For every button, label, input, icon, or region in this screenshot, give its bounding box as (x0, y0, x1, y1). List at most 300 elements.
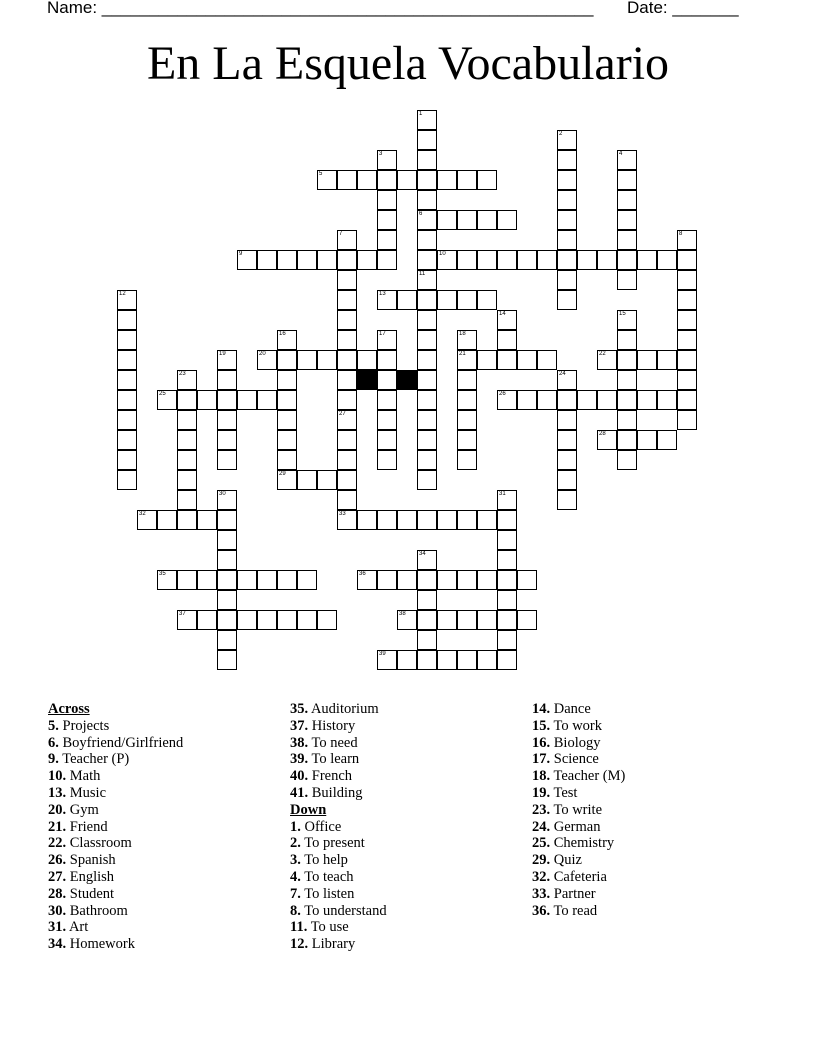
grid-cell[interactable] (517, 570, 537, 590)
grid-cell[interactable] (417, 650, 437, 670)
grid-cell[interactable] (277, 610, 297, 630)
grid-cell[interactable] (277, 450, 297, 470)
grid-cell[interactable] (337, 290, 357, 310)
grid-cell[interactable] (337, 390, 357, 410)
grid-cell[interactable] (437, 510, 457, 530)
grid-cell[interactable] (417, 590, 437, 610)
grid-cell[interactable] (337, 330, 357, 350)
grid-cell[interactable] (337, 250, 357, 270)
grid-cell[interactable] (457, 650, 477, 670)
grid-cell[interactable] (217, 430, 237, 450)
grid-cell[interactable] (657, 430, 677, 450)
grid-cell[interactable] (537, 350, 557, 370)
grid-cell[interactable] (357, 570, 377, 590)
grid-cell[interactable] (377, 330, 397, 350)
grid-cell[interactable] (417, 370, 437, 390)
clue-item-text: Art (66, 919, 89, 936)
grid-cell[interactable] (557, 410, 577, 430)
clue-section-heading: Across (48, 701, 90, 717)
grid-cell[interactable] (337, 270, 357, 290)
clue-column-3 (532, 701, 762, 919)
grid-cell[interactable] (117, 350, 137, 370)
clue-item-text: Classroom (66, 835, 132, 852)
grid-cell[interactable] (477, 350, 497, 370)
grid-cell[interactable] (637, 430, 657, 450)
grid-cell[interactable] (217, 410, 237, 430)
date-field-label[interactable]: Date: _______ (627, 0, 739, 17)
grid-cell[interactable] (477, 290, 497, 310)
clue-column-2 (290, 701, 520, 953)
grid-cell[interactable] (237, 610, 257, 630)
grid-cell[interactable] (377, 650, 397, 670)
grid-cell[interactable] (497, 310, 517, 330)
grid-cell[interactable] (497, 350, 517, 370)
grid-cell[interactable] (437, 650, 457, 670)
grid-cell[interactable] (417, 430, 437, 450)
grid-cell[interactable] (217, 630, 237, 650)
grid-cell[interactable] (677, 230, 697, 250)
grid-cell[interactable] (377, 450, 397, 470)
grid-cell[interactable] (257, 250, 277, 270)
clue-item-text: Gym (66, 801, 99, 818)
clue-item-text: Office (300, 818, 342, 835)
grid-cell[interactable] (457, 170, 477, 190)
grid-cell[interactable] (117, 430, 137, 450)
grid-cell[interactable] (517, 250, 537, 270)
grid-cell[interactable] (617, 350, 637, 370)
grid-cell[interactable] (297, 570, 317, 590)
clue-item (48, 751, 278, 768)
grid-cell[interactable] (217, 350, 237, 370)
clue-item-number: 29. (532, 852, 551, 869)
grid-cell[interactable] (677, 390, 697, 410)
grid-cell[interactable] (377, 430, 397, 450)
grid-cell[interactable] (357, 510, 377, 530)
grid-cell[interactable] (457, 390, 477, 410)
grid-cell[interactable] (417, 290, 437, 310)
grid-cell[interactable] (117, 410, 137, 430)
grid-cell[interactable] (677, 370, 697, 390)
grid-cell[interactable] (457, 350, 477, 370)
grid-cell[interactable] (677, 310, 697, 330)
grid-cell[interactable] (417, 110, 437, 130)
grid-cell[interactable] (277, 470, 297, 490)
grid-cell[interactable] (377, 390, 397, 410)
grid-cell[interactable] (277, 430, 297, 450)
grid-cell[interactable] (317, 350, 337, 370)
grid-cell[interactable] (117, 330, 137, 350)
grid-cell[interactable] (677, 250, 697, 270)
grid-cell[interactable] (377, 190, 397, 210)
grid-cell[interactable] (477, 570, 497, 590)
grid-cell[interactable] (517, 350, 537, 370)
grid-cell[interactable] (417, 570, 437, 590)
grid-cell[interactable] (457, 570, 477, 590)
grid-cell[interactable] (437, 210, 457, 230)
grid-cell[interactable] (457, 430, 477, 450)
grid-cell[interactable] (177, 470, 197, 490)
grid-cell[interactable] (657, 390, 677, 410)
grid-cell[interactable] (537, 390, 557, 410)
grid-cell[interactable] (237, 250, 257, 270)
grid-cell[interactable] (417, 630, 437, 650)
grid-cell[interactable] (277, 370, 297, 390)
grid-cell[interactable] (337, 230, 357, 250)
grid-cell[interactable] (417, 510, 437, 530)
grid-cell[interactable] (657, 250, 677, 270)
grid-cell[interactable] (377, 150, 397, 170)
grid-cell[interactable] (217, 530, 237, 550)
grid-cell[interactable] (557, 170, 577, 190)
clue-item-text: Auditorium (308, 701, 379, 717)
grid-cell[interactable] (517, 610, 537, 630)
grid-cell[interactable] (317, 170, 337, 190)
grid-cell[interactable] (457, 330, 477, 350)
grid-cell[interactable] (417, 390, 437, 410)
clue-number: 6 (419, 211, 423, 217)
grid-cell[interactable] (217, 650, 237, 670)
grid-cell[interactable] (417, 230, 437, 250)
grid-cell[interactable] (557, 270, 577, 290)
grid-cell[interactable] (617, 310, 637, 330)
grid-cell[interactable] (497, 210, 517, 230)
grid-cell[interactable] (557, 230, 577, 250)
grid-cell[interactable] (417, 130, 437, 150)
grid-cell[interactable] (337, 490, 357, 510)
grid-cell[interactable] (397, 170, 417, 190)
clue-item (532, 735, 762, 752)
grid-cell[interactable] (177, 490, 197, 510)
grid-cell[interactable] (217, 490, 237, 510)
clue-item-text: To read (550, 902, 598, 919)
grid-cell[interactable] (197, 390, 217, 410)
grid-cell[interactable] (417, 470, 437, 490)
grid-cell[interactable] (557, 290, 577, 310)
grid-cell[interactable] (197, 570, 217, 590)
clue-item-text: Spanish (66, 852, 116, 869)
grid-cell[interactable] (457, 410, 477, 430)
clue-item-text: Cafeteria (550, 868, 607, 885)
grid-cell[interactable] (177, 450, 197, 470)
clue-item (532, 785, 762, 802)
grid-cell[interactable] (677, 350, 697, 370)
clue-item-text: To present (300, 835, 365, 852)
grid-cell[interactable] (497, 630, 517, 650)
grid-cell[interactable] (677, 290, 697, 310)
grid-cell[interactable] (617, 270, 637, 290)
grid-cell[interactable] (277, 250, 297, 270)
grid-cell[interactable] (617, 150, 637, 170)
grid-cell[interactable] (357, 170, 377, 190)
clue-item (532, 768, 762, 785)
grid-cell[interactable] (617, 230, 637, 250)
clue-item-text: Boyfriend/Girlfriend (58, 734, 184, 751)
grid-cell[interactable] (457, 210, 477, 230)
grid-cell[interactable] (417, 210, 437, 230)
grid-cell[interactable] (177, 570, 197, 590)
grid-cell[interactable] (177, 370, 197, 390)
grid-cell[interactable] (157, 570, 177, 590)
grid-cell[interactable] (217, 510, 237, 530)
grid-cell[interactable] (157, 390, 177, 410)
clue-number: 17 (379, 331, 386, 337)
grid-cell[interactable] (237, 570, 257, 590)
grid-cell[interactable] (277, 350, 297, 370)
grid-cell[interactable] (517, 390, 537, 410)
grid-cell[interactable] (337, 430, 357, 450)
grid-cell[interactable] (597, 350, 617, 370)
grid-cell[interactable] (637, 350, 657, 370)
grid-cell[interactable] (237, 390, 257, 410)
clue-item (48, 835, 278, 852)
grid-cell[interactable] (497, 570, 517, 590)
grid-cell[interactable] (397, 510, 417, 530)
grid-cell[interactable] (277, 390, 297, 410)
grid-cell[interactable] (617, 370, 637, 390)
grid-cell[interactable] (457, 510, 477, 530)
grid-cell[interactable] (417, 270, 437, 290)
grid-cell[interactable] (397, 570, 417, 590)
grid-cell[interactable] (497, 390, 517, 410)
grid-cell[interactable] (477, 250, 497, 270)
grid-cell[interactable] (317, 470, 337, 490)
grid-cell[interactable] (117, 290, 137, 310)
grid-cell[interactable] (177, 610, 197, 630)
clue-item-number: 26. (48, 852, 67, 869)
clue-number: 24 (559, 371, 566, 377)
grid-cell[interactable] (377, 230, 397, 250)
grid-cell[interactable] (557, 450, 577, 470)
grid-cell[interactable] (477, 610, 497, 630)
clue-item-text: Biology (550, 734, 601, 751)
grid-cell[interactable] (337, 470, 357, 490)
grid-cell[interactable] (257, 350, 277, 370)
grid-cell[interactable] (617, 410, 637, 430)
grid-cell[interactable] (317, 610, 337, 630)
grid-cell[interactable] (617, 170, 637, 190)
grid-cell[interactable] (377, 370, 397, 390)
grid-cell[interactable] (677, 330, 697, 350)
clue-item (48, 785, 278, 802)
grid-cell[interactable] (597, 430, 617, 450)
grid-cell[interactable] (637, 250, 657, 270)
grid-cell[interactable] (297, 610, 317, 630)
grid-cell[interactable] (157, 510, 177, 530)
grid-cell[interactable] (357, 350, 377, 370)
grid-cell[interactable] (257, 570, 277, 590)
grid-cell[interactable] (677, 270, 697, 290)
grid-cell[interactable] (297, 350, 317, 370)
clue-item-number: 38. (290, 734, 309, 751)
grid-cell[interactable] (217, 570, 237, 590)
grid-cell[interactable] (397, 290, 417, 310)
grid-cell[interactable] (457, 250, 477, 270)
grid-cell[interactable] (597, 250, 617, 270)
grid-cell[interactable] (417, 150, 437, 170)
grid-cell[interactable] (657, 350, 677, 370)
clue-item-number: 35. (290, 701, 309, 717)
grid-cell[interactable] (457, 290, 477, 310)
grid-cell[interactable] (437, 570, 457, 590)
grid-cell[interactable] (117, 390, 137, 410)
grid-cell[interactable] (417, 350, 437, 370)
grid-cell[interactable] (397, 610, 417, 630)
grid-cell[interactable] (557, 390, 577, 410)
grid-cell[interactable] (177, 410, 197, 430)
grid-cell[interactable] (397, 650, 417, 670)
grid-cell[interactable] (497, 250, 517, 270)
grid-cell[interactable] (217, 590, 237, 610)
clue-item-number: 5. (48, 717, 59, 734)
grid-cell[interactable] (377, 290, 397, 310)
grid-cell[interactable] (617, 250, 637, 270)
grid-cell[interactable] (297, 250, 317, 270)
grid-cell[interactable] (457, 450, 477, 470)
grid-cell[interactable] (217, 390, 237, 410)
clue-item-number: 14. (532, 701, 551, 717)
clue-item (532, 852, 762, 869)
grid-cell[interactable] (557, 190, 577, 210)
grid-cell[interactable] (297, 470, 317, 490)
clue-number: 37 (179, 611, 186, 617)
grid-cell[interactable] (337, 510, 357, 530)
grid-cell[interactable] (377, 570, 397, 590)
clue-number: 36 (359, 571, 366, 577)
grid-cell[interactable] (557, 490, 577, 510)
grid-cell[interactable] (337, 350, 357, 370)
clue-item-text: History (308, 717, 356, 734)
grid-cell[interactable] (497, 510, 517, 530)
grid-cell[interactable] (417, 330, 437, 350)
clue-item-text: Partner (550, 885, 596, 902)
grid-cell[interactable] (437, 610, 457, 630)
grid-cell[interactable] (377, 350, 397, 370)
grid-cell[interactable] (537, 250, 557, 270)
clue-number: 9 (239, 251, 243, 257)
grid-cell[interactable] (277, 330, 297, 350)
grid-cell[interactable] (197, 510, 217, 530)
grid-cell[interactable] (137, 510, 157, 530)
grid-cell[interactable] (117, 370, 137, 390)
grid-cell[interactable] (337, 170, 357, 190)
grid-cell[interactable] (477, 170, 497, 190)
clue-item-text: To understand (300, 902, 387, 919)
grid-cell[interactable] (477, 650, 497, 670)
grid-cell[interactable] (617, 330, 637, 350)
grid-cell[interactable] (337, 410, 357, 430)
grid-cell[interactable] (577, 390, 597, 410)
grid-cell[interactable] (497, 590, 517, 610)
grid-cell[interactable] (417, 250, 437, 270)
grid-cell[interactable] (177, 390, 197, 410)
grid-cell[interactable] (557, 150, 577, 170)
grid-cell[interactable] (457, 610, 477, 630)
grid-cell[interactable] (497, 550, 517, 570)
grid-cell[interactable] (177, 430, 197, 450)
grid-cell[interactable] (377, 410, 397, 430)
grid-cell[interactable] (277, 570, 297, 590)
clue-number: 25 (159, 391, 166, 397)
grid-cell[interactable] (417, 170, 437, 190)
clue-item-text: Quiz (550, 852, 582, 869)
grid-cell[interactable] (337, 450, 357, 470)
grid-cell[interactable] (497, 650, 517, 670)
clue-item (532, 802, 762, 819)
grid-cell[interactable] (217, 370, 237, 390)
grid-cell[interactable] (417, 410, 437, 430)
grid-cell[interactable] (577, 250, 597, 270)
grid-cell[interactable] (557, 370, 577, 390)
clue-item (290, 919, 520, 936)
grid-cell[interactable] (217, 610, 237, 630)
grid-cell[interactable] (617, 450, 637, 470)
grid-cell[interactable] (117, 310, 137, 330)
grid-cell[interactable] (477, 210, 497, 230)
grid-cell[interactable] (557, 130, 577, 150)
grid-cell[interactable] (457, 370, 477, 390)
grid-cell[interactable] (337, 310, 357, 330)
clue-item (290, 819, 520, 836)
grid-cell[interactable] (557, 210, 577, 230)
clue-number: 7 (339, 231, 343, 237)
grid-cell[interactable] (417, 450, 437, 470)
grid-cell[interactable] (497, 530, 517, 550)
name-field-label[interactable]: Name: ____________________________________________________ (47, 0, 594, 17)
grid-cell[interactable] (377, 250, 397, 270)
grid-cell[interactable] (417, 310, 437, 330)
grid-cell[interactable] (217, 550, 237, 570)
grid-cell[interactable] (677, 410, 697, 430)
grid-cell[interactable] (437, 250, 457, 270)
grid-cell[interactable] (117, 450, 137, 470)
grid-cell[interactable] (337, 370, 357, 390)
grid-cell[interactable] (177, 510, 197, 530)
grid-cell[interactable] (497, 610, 517, 630)
grid-cell[interactable] (437, 170, 457, 190)
grid-cell[interactable] (197, 610, 217, 630)
clue-item-number: 36. (532, 902, 551, 919)
grid-cell[interactable] (597, 390, 617, 410)
grid-cell[interactable] (557, 250, 577, 270)
grid-cell[interactable] (377, 170, 397, 190)
grid-cell[interactable] (617, 210, 637, 230)
grid-cell[interactable] (417, 190, 437, 210)
grid-cell[interactable] (417, 610, 437, 630)
grid-cell[interactable] (317, 250, 337, 270)
grid-cell[interactable] (117, 470, 137, 490)
grid-cell[interactable] (617, 430, 637, 450)
grid-cell[interactable] (617, 390, 637, 410)
grid-cell[interactable] (257, 610, 277, 630)
grid-cell[interactable] (497, 490, 517, 510)
grid-cell[interactable] (277, 410, 297, 430)
grid-cell[interactable] (257, 390, 277, 410)
grid-cell[interactable] (477, 510, 497, 530)
clue-item-text: To use (307, 919, 349, 936)
grid-block (397, 370, 417, 390)
grid-cell[interactable] (357, 250, 377, 270)
grid-cell[interactable] (377, 210, 397, 230)
grid-cell[interactable] (437, 290, 457, 310)
grid-cell[interactable] (497, 330, 517, 350)
grid-cell[interactable] (617, 190, 637, 210)
grid-cell[interactable] (557, 430, 577, 450)
grid-cell[interactable] (637, 390, 657, 410)
grid-cell[interactable] (377, 510, 397, 530)
grid-cell[interactable] (557, 470, 577, 490)
grid-cell[interactable] (217, 450, 237, 470)
grid-cell[interactable] (417, 550, 437, 570)
